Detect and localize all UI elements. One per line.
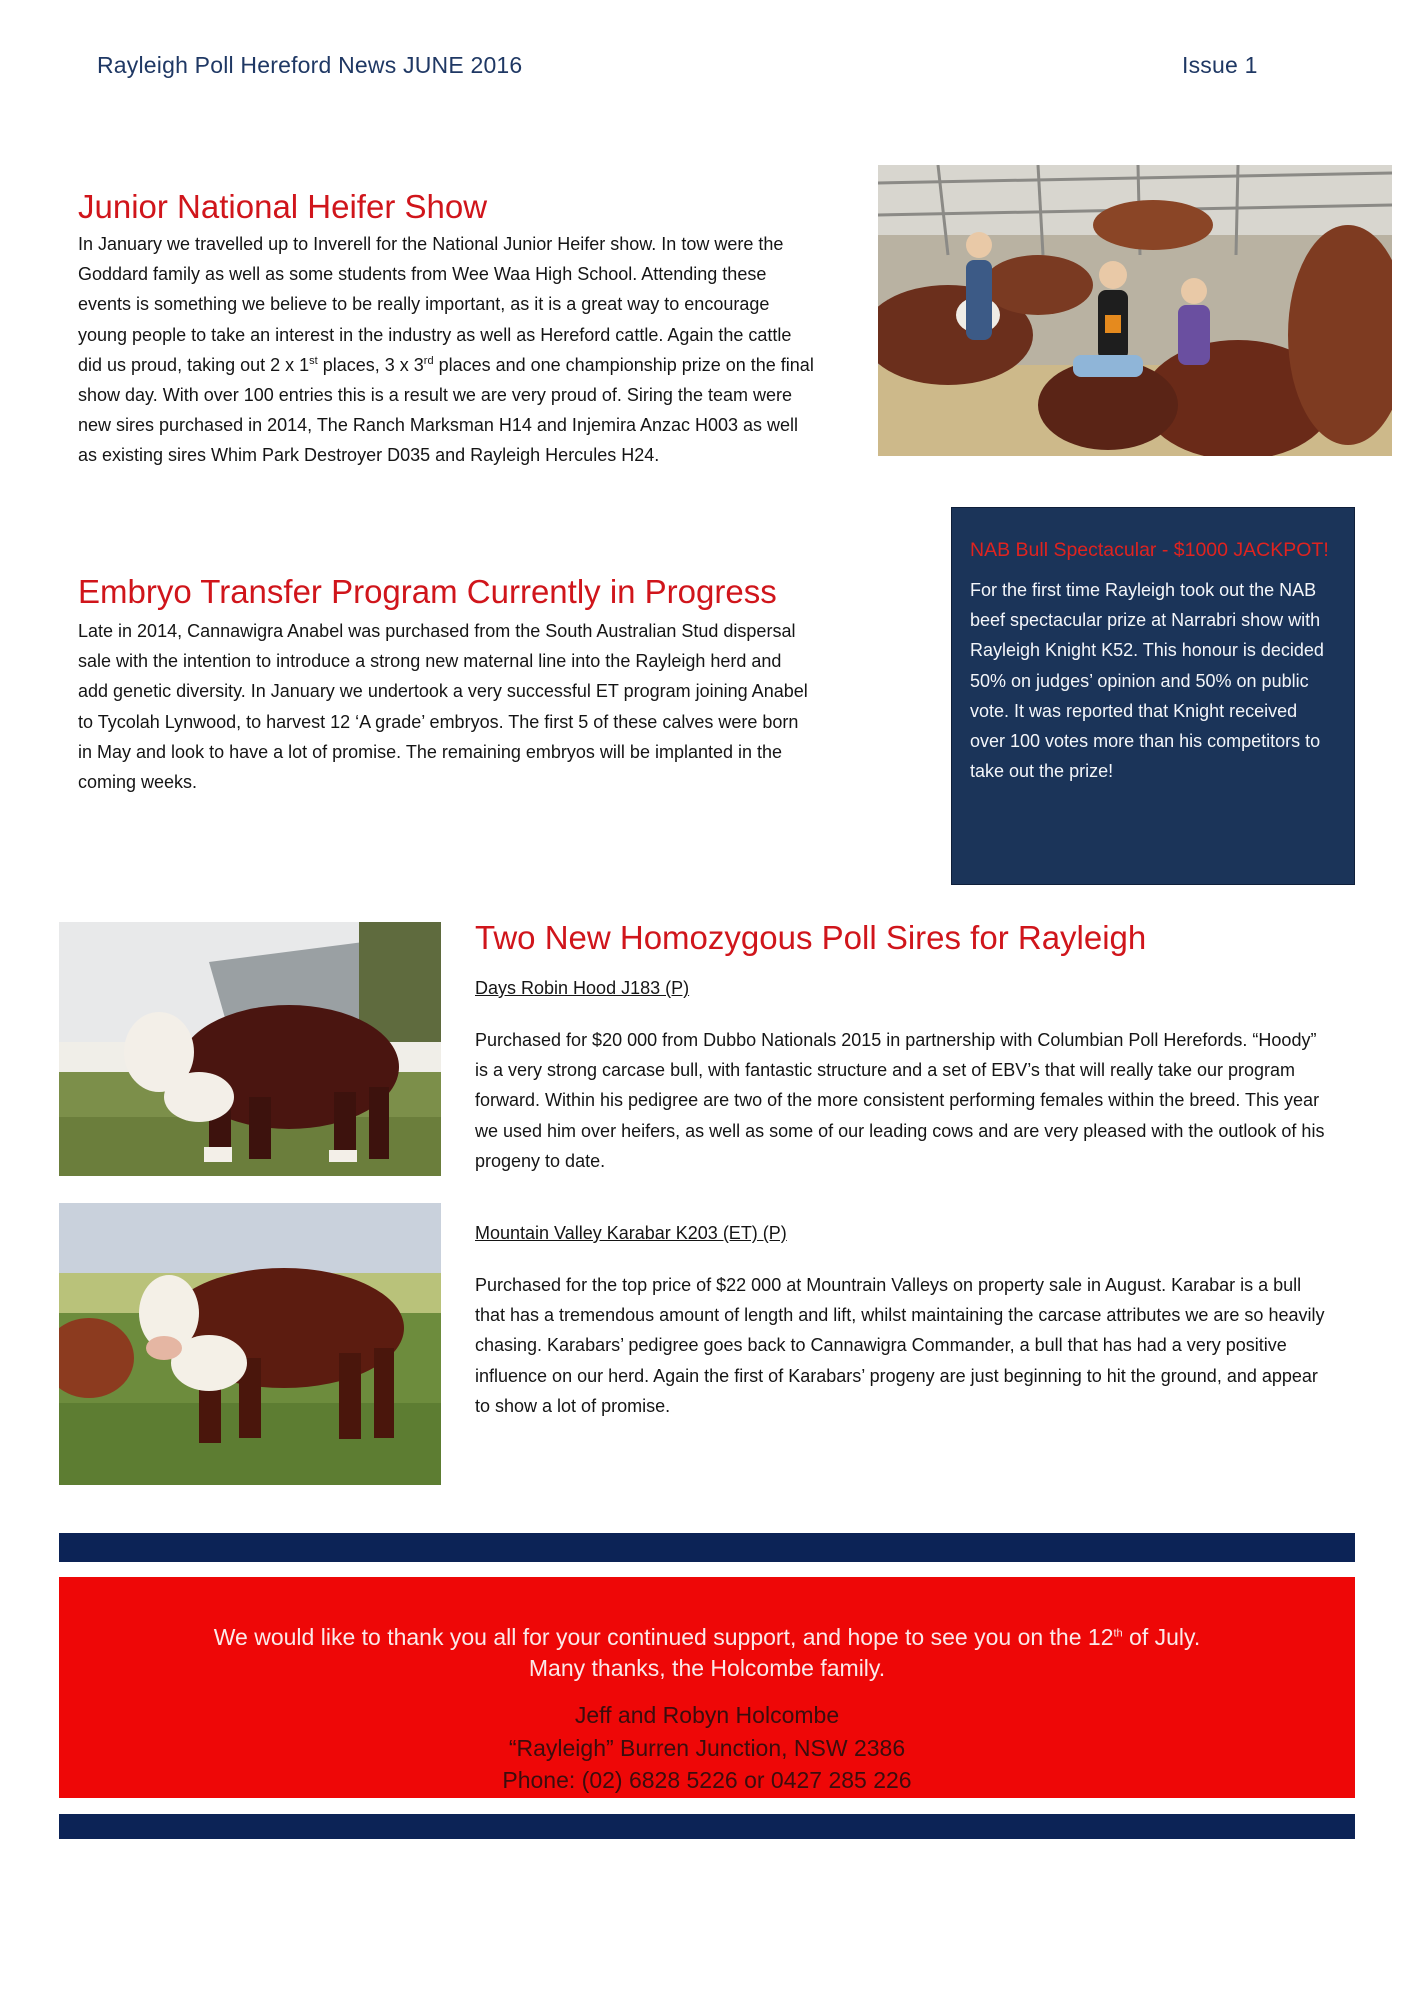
robin-hood-bull-photo — [59, 922, 441, 1176]
sire2-name: Mountain Valley Karabar K203 (ET) (P) — [475, 1223, 787, 1244]
embryo-heading: Embryo Transfer Program Currently in Progress — [78, 573, 777, 610]
junior-show-photo — [878, 165, 1392, 456]
nab-title: NAB Bull Spectacular - $1000 JACKPOT! — [970, 539, 1329, 561]
footer-phone: Phone: (02) 6828 5226 or 0427 285 226 — [502, 1767, 912, 1793]
footer-bottom-bar — [59, 1814, 1355, 1839]
embryo-text: Late in 2014, Cannawigra Anabel was purchased from the South Australian Stud dispersal sale with the intention to introduce a strong new maternal line into the Rayleigh herd and add genetic diversity. In January we undertook a very successful ET program joining Anabel to Tycolah Lynwood, to harvest 12 ‘A grade’ embryos. The first 5 of these calves were born in May and look to have a lot of promise. The remaining embryos will be implanted in the coming weeks. — [78, 621, 808, 793]
sire1-text: Purchased for $20 000 from Dubbo Nationals 2015 in partnership with Columbian Poll Herefords. “Hoody” is a very strong carcase bull, with fantastic structure and a set of EBV’s that will really take our program forward. Within his pedigree are two of the more consistent performing females within the breed. This year we used him over heifers, as well as some of our leading cows and are very pleased with the outlook of his progeny to date. — [475, 1030, 1325, 1171]
nab-callout-box — [951, 507, 1355, 885]
issue-number: Issue 1 — [1182, 52, 1258, 78]
embryo-section — [78, 572, 814, 797]
karabar-bull-photo — [59, 1203, 441, 1485]
junior-heifer-section — [78, 187, 814, 471]
junior-heifer-text: In January we travelled up to Inverell for the National Junior Heifer show. In tow were the Goddard family as well as some students from Wee Waa High School. Attending these events is something we believe to be really important, as it is a great way to encourage young people to take an interest in the industry as well as Hereford cattle. Again the cattle did us proud, taking out 2 x 1st places, 3 x 3rd places and one championship prize on the final show day. With over 100 entries this is a result we are very proud of. Siring the team were new sires purchased in 2014, The Ranch Marksman H14 and Injemira Anzac H003 as well as existing sires Whim Park Destroyer D035 and Rayleigh Hercules H24. — [78, 234, 814, 466]
sires-heading: Two New Homozygous Poll Sires for Rayleigh — [475, 919, 1147, 956]
sires-section — [475, 918, 1355, 1421]
footer-address: “Rayleigh” Burren Junction, NSW 2386 — [508, 1735, 906, 1761]
footer-top-bar — [59, 1533, 1355, 1562]
footer-names: Jeff and Robyn Holcombe — [574, 1702, 840, 1728]
footer-signoff: Many thanks, the Holcombe family. — [528, 1655, 886, 1681]
sire1-name: Days Robin Hood J183 (P) — [475, 978, 690, 998]
footer-thanks-line: We would like to thank you all for your continued support, and hope to see you on the 12th of July. — [213, 1624, 1201, 1650]
sire2-text: Purchased for the top price of $22 000 at Mountrain Valleys on property sale in August. Karabar is a bull that has a tremendous amount of length and lift, whilst maintaining the carcase attributes we are so heavily chasing. Karabars’ pedigree goes back to Cannawigra Commander, a bull that has had a very positive influence on our herd. Again the first of Karabars’ progeny are just beginning to hit the ground, and appear to show a lot of promise. — [475, 1275, 1325, 1416]
nab-text: For the first time Rayleigh took out the NAB beef spectacular prize at Narrabri show with Rayleigh Knight K52. This honour is decided 50% on judges’ opinion and 50% on public vote. It was reported that Knight received over 100 votes more than his competitors to take out the prize! — [970, 580, 1324, 782]
junior-heifer-heading: Junior National Heifer Show — [78, 188, 488, 225]
newsletter-title: Rayleigh Poll Hereford News JUNE 2016 — [97, 52, 523, 78]
